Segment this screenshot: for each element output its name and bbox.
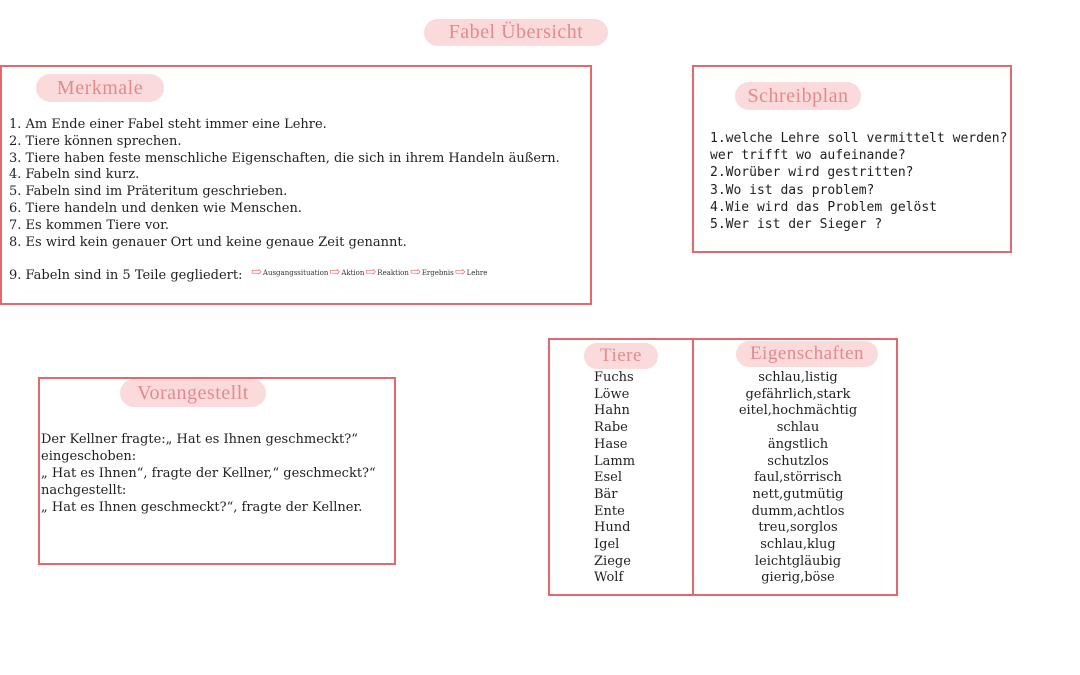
animals-column (594, 370, 635, 587)
trait-cell: gierig,böse (761, 570, 835, 586)
schreibplan-item: wer trifft wo aufeinande? (710, 148, 906, 164)
merkmale-item: 7. Es kommen Tiere vor. (9, 217, 170, 233)
trait-cell: faul,störrisch (754, 470, 842, 486)
table-col1-heading: Tiere (584, 343, 658, 369)
page-title: Fabel Übersicht (424, 19, 608, 46)
animal-cell: Löwe (594, 386, 630, 402)
schreibplan-heading: Schreibplan (735, 82, 861, 110)
trait-cell: nett,gutmütig (752, 486, 844, 502)
table-divider (692, 340, 694, 596)
schreibplan-item: 1.welche Lehre soll vermittelt werden? (710, 131, 1008, 146)
animal-cell: Wolf (594, 570, 624, 586)
trait-cell: treu,sorglos (758, 520, 838, 536)
trait-cell: schlau,listig (758, 370, 838, 385)
schreibplan-item: 3.Wo ist das problem? (710, 182, 875, 198)
animal-cell: Hund (594, 520, 631, 536)
merkmale-item: 6. Tiere handeln und denken wie Menschen. (9, 201, 302, 216)
trait-cell: ängstlich (767, 436, 829, 452)
fable-part-label: Reaktion (377, 269, 409, 277)
merkmale-item: 8. Es wird kein genauer Ort und keine genaue Zeit genannt. (9, 234, 407, 250)
fable-part-label: Aktion (341, 269, 365, 277)
vorangestellt-line: nachgestellt: (41, 483, 127, 498)
arrow-right-icon: ⇨ (329, 265, 341, 280)
arrow-right-icon: ⇨ (365, 265, 377, 280)
animal-cell: Ente (594, 503, 625, 519)
merkmale-item: 1. Am Ende einer Fabel steht immer eine Lehre. (9, 117, 327, 132)
animal-cell: Bär (594, 486, 618, 502)
schreibplan-item: 4.Wie wird das Problem gelöst (710, 199, 937, 215)
arrow-right-icon: ⇨ (251, 265, 262, 280)
vorangestellt-line: „ Hat es Ihnen“, fragte der Kellner,“ geschmeckt?“ (41, 466, 376, 481)
vorangestellt-heading: Vorangestellt (120, 379, 266, 407)
trait-cell: gefährlich,stark (745, 386, 851, 402)
animal-cell: Ziege (594, 553, 631, 569)
vorangestellt-line: eingeschoben: (41, 449, 137, 464)
trait-cell: schlau (776, 420, 820, 436)
trait-cell: leichtgläubig (754, 553, 842, 569)
animal-cell: Lamm (594, 453, 636, 469)
vorangestellt-line: Der Kellner fragte:„ Hat es Ihnen geschmeckt?“ (41, 432, 358, 447)
merkmale-parts-intro: 9. Fabeln sind in 5 Teile gegliedert: (9, 268, 243, 283)
animal-cell: Hahn (594, 403, 630, 419)
merkmale-heading: Merkmale (36, 74, 164, 102)
trait-cell: schlau,klug (760, 537, 836, 553)
vorangestellt-line: „ Hat es Ihnen geschmeckt?“, fragte der Kellner. (41, 500, 363, 515)
merkmale-item: 4. Fabeln sind kurz. (9, 167, 140, 183)
schreibplan-item: 2.Worüber wird gestritten? (710, 165, 914, 181)
arrow-right-icon: ⇨ (409, 265, 421, 280)
animal-cell: Hase (594, 436, 628, 452)
fable-parts-flow (250, 265, 488, 280)
schreibplan-item: 5.Wer ist der Sieger ? (710, 217, 883, 232)
trait-cell: schutzlos (767, 453, 829, 469)
fable-part-label: Ausgangssituation (262, 269, 329, 277)
animal-cell: Igel (594, 537, 620, 553)
fable-part-label: Ergebnis (421, 269, 454, 277)
animal-cell: Fuchs (594, 370, 634, 385)
arrow-right-icon: ⇨ (454, 265, 466, 280)
fable-part-label: Lehre (466, 269, 488, 277)
traits-column (700, 370, 896, 587)
merkmale-item: 3. Tiere haben feste menschliche Eigenschaften, die sich in ihrem Handeln äußern. (9, 150, 560, 166)
merkmale-item: 2. Tiere können sprechen. (9, 133, 182, 149)
trait-cell: dumm,achtlos (751, 503, 845, 519)
merkmale-item: 5. Fabeln sind im Präteritum geschrieben. (9, 184, 288, 200)
animal-cell: Rabe (594, 420, 628, 436)
table-col2-heading: Eigenschaften (736, 341, 878, 367)
trait-cell: eitel,hochmächtig (738, 403, 858, 419)
animal-cell: Esel (594, 470, 623, 486)
